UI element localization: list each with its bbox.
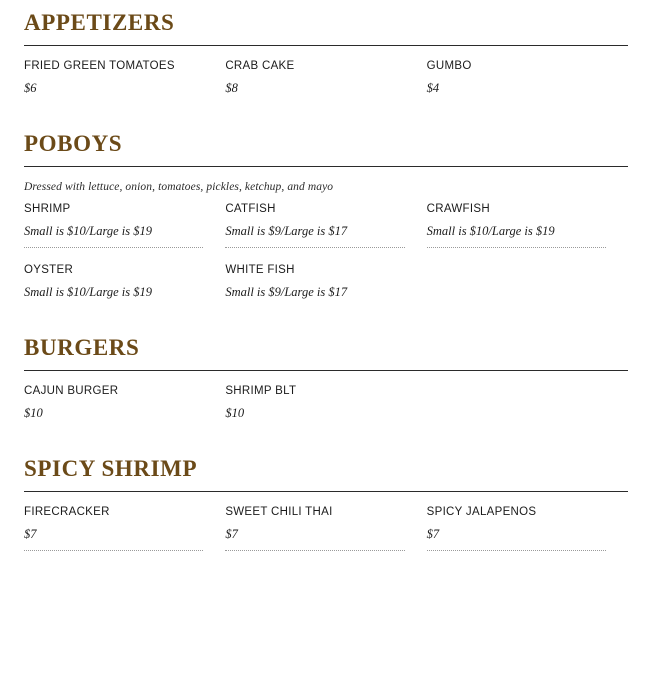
menu-item-price: $6	[24, 81, 37, 95]
menu-section-appetizers	[0, 0, 650, 121]
menu-item-price: $7	[426, 527, 440, 541]
menu-item-empty	[427, 385, 628, 440]
menu-item-name: CRAWFISH	[426, 203, 490, 215]
menu-item[interactable]	[427, 506, 628, 561]
menu-item[interactable]	[225, 60, 426, 115]
menu-item-price: Small is $10/Large is $19	[24, 224, 153, 238]
menu-item-grid	[24, 46, 628, 121]
menu-item[interactable]	[24, 60, 225, 115]
menu-item-price: $10	[24, 406, 43, 420]
menu-item-name: SWEET CHILI THAI	[225, 506, 333, 518]
section-note: Dressed with lettuce, onion, tomatoes, pickles, ketchup, and mayo	[24, 181, 334, 193]
section-title: BURGERS	[24, 335, 140, 360]
menu-item-name: CRAB CAKE	[225, 60, 295, 72]
dotted-separator	[24, 247, 203, 248]
dotted-separator	[24, 550, 203, 551]
menu-item[interactable]	[225, 506, 426, 561]
menu-item[interactable]	[24, 264, 225, 319]
menu-item-price: Small is $10/Large is $19	[426, 224, 555, 238]
menu-item-name: FIRECRACKER	[24, 506, 110, 518]
menu-item[interactable]	[225, 385, 426, 440]
menu-item-name: WHITE FISH	[225, 264, 295, 276]
menu-item[interactable]	[427, 60, 628, 115]
menu-section-burgers	[0, 325, 650, 446]
menu-item[interactable]	[24, 203, 225, 258]
section-title: APPETIZERS	[24, 10, 175, 35]
menu-item[interactable]	[225, 264, 426, 319]
menu-item[interactable]	[24, 385, 225, 440]
menu-item-price: $7	[24, 527, 37, 541]
menu-item-price: $4	[426, 81, 440, 95]
menu-item-grid	[24, 195, 628, 325]
menu-item[interactable]	[24, 506, 225, 561]
dotted-separator	[427, 550, 606, 551]
menu-item-price: $10	[225, 406, 245, 420]
menu-item-grid	[24, 371, 628, 446]
menu-item-name: SHRIMP	[24, 203, 71, 215]
menu-item-name: CAJUN BURGER	[24, 385, 119, 397]
dotted-separator	[225, 550, 404, 551]
menu-item-name: OYSTER	[24, 264, 74, 276]
menu-item-name: CATFISH	[225, 203, 276, 215]
menu-section-poboys	[0, 121, 650, 325]
menu-item-price: Small is $10/Large is $19	[24, 285, 153, 299]
menu-item-price: Small is $9/Large is $17	[225, 285, 348, 299]
menu-item-price: Small is $9/Large is $17	[225, 224, 348, 238]
dotted-separator	[427, 247, 606, 248]
menu-item-name: GUMBO	[426, 60, 472, 72]
menu-item-grid	[24, 492, 628, 567]
menu-item-price: $8	[225, 81, 238, 95]
menu-item[interactable]	[225, 203, 426, 258]
menu-section-spicy-shrimp	[0, 446, 650, 567]
dotted-separator	[225, 247, 404, 248]
menu-item-name: SPICY JALAPENOS	[426, 506, 537, 518]
menu-item-empty	[427, 264, 628, 319]
section-title: POBOYS	[24, 131, 123, 156]
menu-item-price: $7	[225, 527, 238, 541]
menu-item[interactable]	[427, 203, 628, 258]
menu-item-name: FRIED GREEN TOMATOES	[24, 60, 175, 72]
menu-item-name: SHRIMP BLT	[225, 385, 297, 397]
section-title: SPICY SHRIMP	[24, 456, 198, 481]
